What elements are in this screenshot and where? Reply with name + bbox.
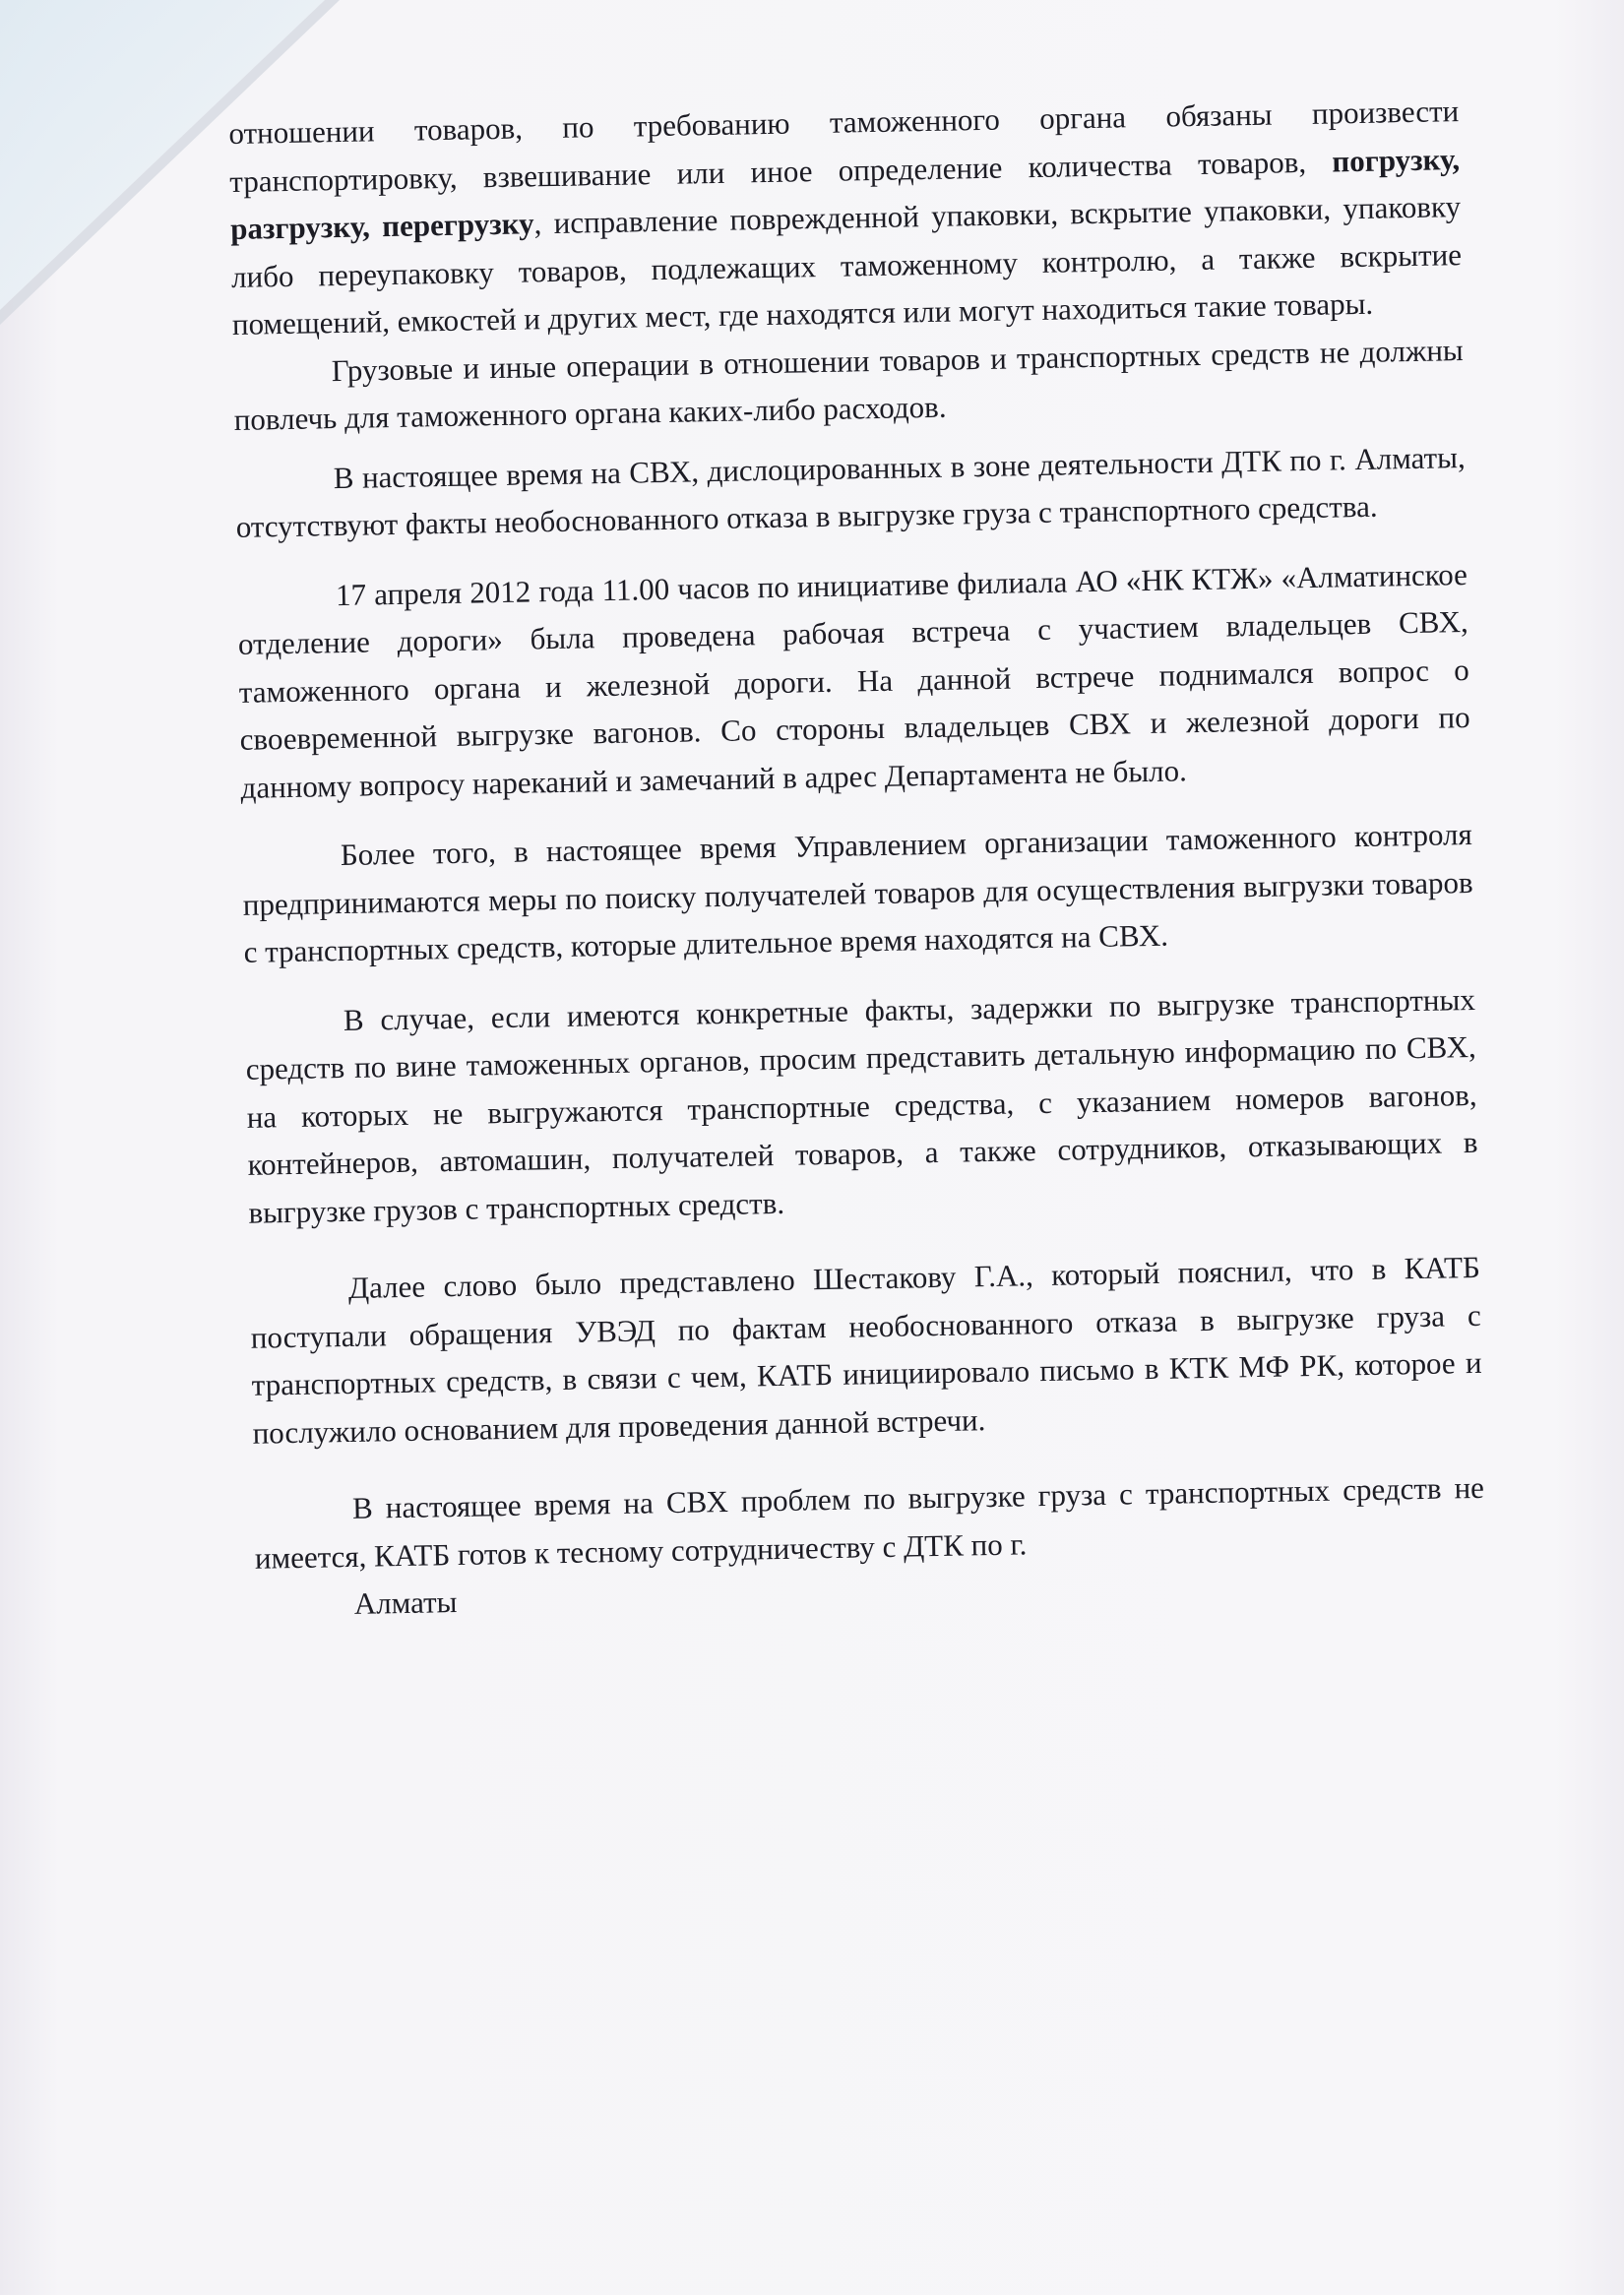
paragraph-cargo-operations	[228, 88, 1463, 348]
document-body	[228, 88, 1486, 1630]
paragraph-segment: отношении товаров, по требованию таможенного органа обязаны произвести транспортировку, взвешивание или иное определение количества товаров,	[228, 93, 1460, 199]
paragraph-cooperation-tail: Алматы	[353, 1583, 458, 1621]
paragraph-no-refusal-facts: В настоящее время на СВХ, дислоцированных в зоне деятельности ДТК по г. Алматы, отсутствуют факты необоснованного отказа в выгрузке груза с транспортного средства.	[235, 439, 1466, 544]
paragraph-cooperation	[254, 1464, 1486, 1630]
paragraph-segment-bold: погрузку, разгрузку, перегрузку	[229, 141, 1461, 246]
paragraph-control-measures: Более того, в настоящее время Управлением организации таможенного контроля предпринимаются меры по поиску получателей товаров для осуществления выгрузки товаров с транспортных средств, которые длительное время находятся на СВХ.	[242, 816, 1473, 969]
paragraph-cooperation-text: В настоящее время на СВХ проблем по выгрузке груза с транспортных средств не имеется, КАТБ готов к тесному сотрудничеству с ДТК по г.	[254, 1469, 1485, 1576]
paragraph-no-expenses: Грузовые и иные операции в отношении товаров и транспортных средств не должны повлечь для таможенного органа каких-либо расходов.	[233, 332, 1464, 437]
paragraph-segment: , исправление поврежденной упаковки, вскрытие упаковки, упаковку либо переупаковку товаров, подлежащих таможенному контролю, а также вскрытие помещений, емкостей и других мест, где находятся или могут находиться такие товары.	[230, 189, 1463, 341]
paragraph-working-meeting: 17 апреля 2012 года 11.00 часов по инициативе филиала АО «НК КТЖ» «Алматинское отделение дороги» была проведена рабочая встреча с участием владельцев СВХ, таможенного органа и железной дороги. На данной встрече поднимался вопрос о своевременной выгрузке вагонов. Со стороны владельцев СВХ и железной дороги по данному вопросу нареканий и замечаний в адрес Департамента не было.	[237, 556, 1470, 805]
paragraph-shestakov-statement: Далее слово было представлено Шестакову Г.А., который пояснил, что в КАТБ поступали обращения УВЭД по фактам необоснованного отказа в выгрузке груза с транспортных средств, в связи с чем, КАТБ инициировало письмо в КТК МФ РК, которое и послужило основанием для проведения данной встречи.	[250, 1249, 1482, 1451]
paragraph-request-information: В случае, если имеются конкретные факты, задержки по выгрузке транспортных средств по вине таможенных органов, просим представить детальную информацию по СВХ, на которых не выгружаются транспортные средства, с указанием номеров вагонов, контейнеров, автомашин, получателей товаров, а также сотрудников, отказывающих в выгрузке грузов с транспортных средств.	[245, 981, 1478, 1230]
